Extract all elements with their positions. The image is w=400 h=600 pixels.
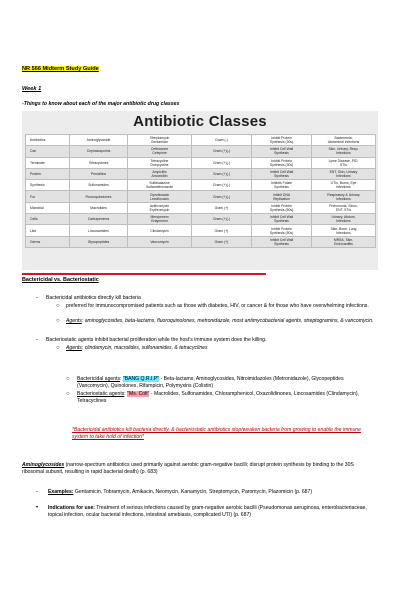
agents-label: Agents <box>66 345 82 351</box>
table-cell: Microbial <box>26 202 70 213</box>
antibiotic-classes-table <box>25 134 376 248</box>
table-cell: Gram (+)(-) <box>192 157 252 168</box>
bullet-dot: • <box>36 505 39 511</box>
table-cell: Gram (+)(-) <box>192 180 252 191</box>
table-cell: Protein <box>26 168 70 179</box>
table-cell: Lincosamides <box>70 225 128 236</box>
table-cell: Ampicillin Amoxicillin <box>128 168 192 179</box>
table-cell: Skin, Bone, Lung Infections <box>312 225 376 236</box>
table-cell: Gram (+) <box>192 202 252 213</box>
table-cell: Synthesis <box>26 180 70 191</box>
table-row <box>26 191 376 202</box>
table-cell: Inhibit Protein Synthesis (30s) <box>252 135 312 146</box>
agents-label: Agents <box>66 318 82 324</box>
table-cell: Ciprofloxacin Levofloxacin <box>128 191 192 202</box>
table-cell: Inhibit Cell Wall Synthesis <box>252 236 312 247</box>
bactericidal-preferred: preferred for immunocompromised patients such as those with diabetes, HIV, or cancer & for those who have overwhelming infections. <box>66 303 369 309</box>
table-row <box>26 168 376 179</box>
indications-line <box>48 505 374 520</box>
table-cell: Sulfasalazine Sulfamethoxazole <box>128 180 192 191</box>
table-row <box>26 214 376 225</box>
doc-title: NR 566 Midterm Study Guide <box>22 66 99 72</box>
table-cell: ENT, Skin, Urinary Infections <box>312 168 376 179</box>
table-cell: Respiratory & Urinary Infections <box>312 191 376 202</box>
bactericidal-line: Bactericidal antibiotics directly kill bacteria <box>46 295 141 301</box>
table-cell: Cells <box>26 214 70 225</box>
table-cell: Can <box>26 146 70 157</box>
aminoglycosides-desc: (narrow-spectrum antibiotics used primarily against aerobic gram-negative bacilli; disrupt protein synthesis by binding to the 30S ribosomal subunit, resulting in rapid bacterial death) (p. 683) <box>22 462 354 476</box>
bullet-circle: ○ <box>56 318 60 324</box>
table-cell: Urinary, Abdom. Infections <box>312 214 376 225</box>
table-cell: Streptomycin Gentamicin <box>128 135 192 146</box>
table-cell: Pneumonia, Sinus, ENT, STIs <box>312 202 376 213</box>
table-cell: Fluoroquinolones <box>70 191 128 202</box>
table-cell: For <box>26 191 70 202</box>
table-cell: Meropenem Ertapenem <box>128 214 192 225</box>
intro-line: -Things to know about each of the major antibiotic drug classes <box>22 101 180 107</box>
table-cell: Carbapenems <box>70 214 128 225</box>
table-cell: Gram (+)(-) <box>192 168 252 179</box>
table-cell: Penicillins <box>70 168 128 179</box>
table-cell: Gram (+)(-) <box>192 214 252 225</box>
bullet-circle: ○ <box>56 303 60 309</box>
aminoglycosides-term: Aminoglycosides <box>22 462 65 468</box>
table-cell: Glycopeptides <box>70 236 128 247</box>
mnemonic-bang-qrip: "BANG Q.R.I.P" <box>122 376 160 382</box>
bullet-dash: - <box>36 295 38 301</box>
table-cell: Gram (+) <box>192 236 252 247</box>
table-cell: Sulfonamides <box>70 180 128 191</box>
antibiotic-classes-image <box>22 111 378 270</box>
table-cell: Ceftriaxone Cefepime <box>128 146 192 157</box>
examples-label: Examples: <box>48 489 74 495</box>
table-cell: Antibiotics <box>26 135 70 146</box>
bullet-circle: ○ <box>56 345 60 351</box>
bacteriostatic-agents <box>66 345 374 352</box>
agents-list: : aminoglycosides, beta-lactams, fluoroquinolones, metronidazole, most antimycobacterial agents, streptogramins, & vancomycin. <box>81 318 374 324</box>
table-cell: Cephalosporins <box>70 146 128 157</box>
bacteriostatic-line: Bacteriostatic agents inhibit bacterial proliferation while the host's immune system does the killing. <box>46 337 267 343</box>
table-row <box>26 157 376 168</box>
table-cell: Terminate <box>26 157 70 168</box>
table-row <box>26 135 376 146</box>
mnemonic-list: - Macrolides, Sulfonamides, Chloramphenicol, Oxazolidinones, Lincosamides (Clindamycin), Tetracyclines <box>77 391 359 405</box>
table-row <box>26 146 376 157</box>
mnemonic-ms-colt: "Ms. Colt" <box>127 391 150 397</box>
table-cell: Lyme Disease, PID, STIs <box>312 157 376 168</box>
table-cell: Gram (+) <box>192 225 252 236</box>
bactericidal-agents <box>66 318 374 325</box>
table-cell: Azithromycin Erythromycin <box>128 202 192 213</box>
table-cell: Macrolides <box>70 202 128 213</box>
table-cell: Tetracycline Doxycycline <box>128 157 192 168</box>
table-cell: Tetracyclines <box>70 157 128 168</box>
section-heading: Bactericidal vs. Bacteriostatic <box>22 277 99 283</box>
table-cell: Like <box>26 225 70 236</box>
table-row <box>26 236 376 247</box>
table-cell: Gram (+)(-) <box>192 191 252 202</box>
examples-line <box>48 489 374 496</box>
indications-text: Treatment of serious infections caused by gram-negative aerobic bacilli (Pseudomonas aeruginosa, enterobacteriaceae, topical infection, ocular bacterial infections, intestinal amebiasis, complicated UTI) (p. 687) <box>48 505 367 519</box>
table-cell: Inhibit Cell Wall Synthesis <box>252 168 312 179</box>
table-cell: Vancomycin <box>128 236 192 247</box>
table-cell: Inhibit DNA Replication <box>252 191 312 202</box>
table-cell: Inhibit Cell Wall Synthesis <box>252 214 312 225</box>
bullet-dash: - <box>36 489 38 495</box>
table-cell: Inhibit Protein Synthesis (50s) <box>252 202 312 213</box>
table-row <box>26 180 376 191</box>
table-cell: Germs <box>26 236 70 247</box>
bacteriostatic-mnemonic: Bacteriostatic agents: "Ms. Colt" - Macrolides, Sulfonamides, Chloramphenicol, Oxazolidinones, Lincosamides (Clindamycin), Tetracyclines <box>77 391 359 405</box>
table-cell: Gram (+)(-) <box>192 146 252 157</box>
examples-list: Gentamicin, Tobramycin, Amikacin, Neomycin, Kanamycin, Streptomycin, Paromycin, Plazomicin (p. 687) <box>73 489 313 495</box>
table-cell: Clindamycin <box>128 225 192 236</box>
mnemonic-label: Bacteriostatic agents <box>77 391 125 397</box>
table-cell: Gram (-) <box>192 135 252 146</box>
bullet-circle-bold: ○ <box>66 376 70 382</box>
table-row <box>26 225 376 236</box>
mnemonic-label: Bactericidal agents <box>77 376 121 382</box>
indications-label: Indications for use: <box>48 505 95 511</box>
table-cell: Inhibit Cell Wall Synthesis <box>252 146 312 157</box>
table-cell: Inhibits Folate Synthesis <box>252 180 312 191</box>
summary-note: *Bactericidal antibiotics kill bacteria directly, & bacteriostatic antibiotics stop/weaken bacteria from growing to enable the immune system to take hold of infection* <box>72 427 361 441</box>
table-cell: UTIs, Burns, Eye Infections <box>312 180 376 191</box>
bullet-dash: - <box>36 337 38 343</box>
table-row <box>26 202 376 213</box>
bullet-circle-bold: ○ <box>66 391 70 397</box>
table-cell: MRSA, Skin, Endocarditis <box>312 236 376 247</box>
red-underline <box>22 273 266 275</box>
aminoglycosides-intro <box>22 462 376 477</box>
table-title: Antibiotic Classes <box>133 113 267 130</box>
table-cell: Inhibit Protein Synthesis (30s) <box>252 157 312 168</box>
mnemonic-list: - Beta-lactams, Aminoglycosides, Nitroimidazoles (Metronidazole), Glycopeptides (Vancomycin), Quinolones, Rifampicin, Polymyxins (Colistin) <box>77 376 344 390</box>
bactericidal-mnemonic: Bactericidal agents: "BANG Q.R.I.P" - Beta-lactams, Aminoglycosides, Nitroimidazoles (Metronidazole), Glycopeptides (Vancomycin), Quinolones, Rifampicin, Polymyxins (Colistin) <box>77 376 344 390</box>
table-cell: Aminoglycoside <box>70 135 128 146</box>
agents-list: : clindamycin, macrolides, sulfonamides, & tetracyclines <box>81 345 208 351</box>
table-cell: Bacteremia, Abdominal Infections <box>312 135 376 146</box>
table-cell: Skin, Urinary, Resp. Infections <box>312 146 376 157</box>
week-heading: Week 1 <box>22 86 42 92</box>
table-cell: Inhibit Protein Synthesis (50s) <box>252 225 312 236</box>
